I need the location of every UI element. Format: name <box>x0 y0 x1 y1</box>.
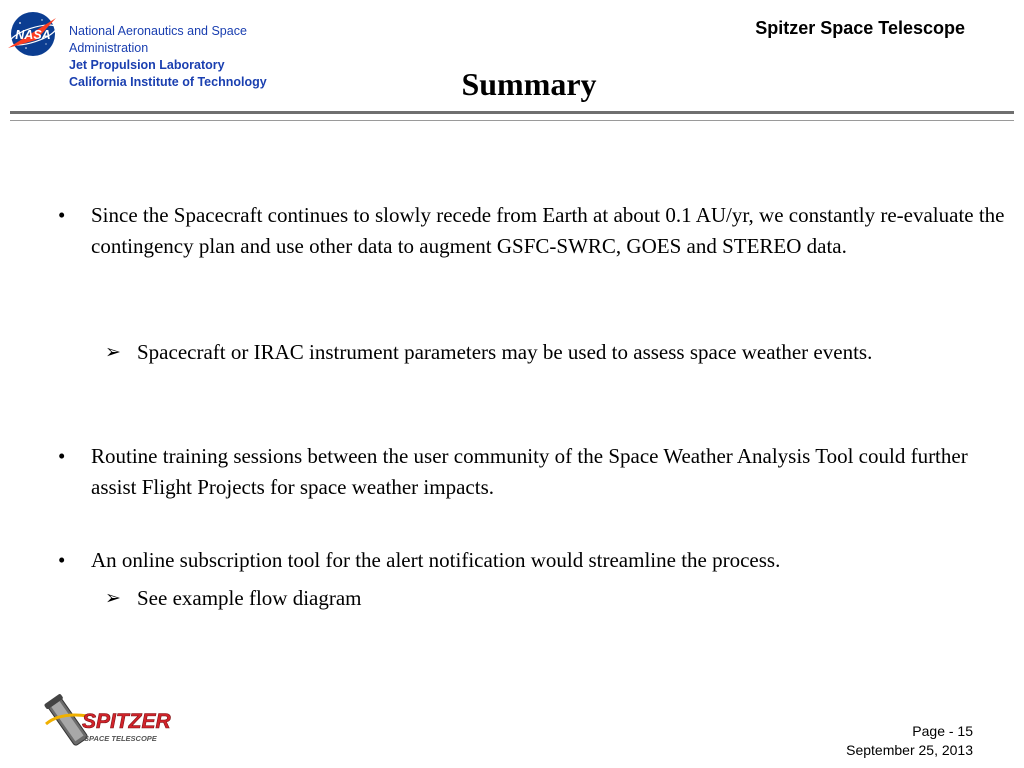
bullet-item <box>58 200 1011 262</box>
page-info <box>846 722 973 760</box>
bullet-marker: • <box>58 444 66 468</box>
bullet-text: An online subscription tool for the alert notification would streamline the process. <box>91 548 781 572</box>
bullet-text: Since the Spacecraft continues to slowly recede from Earth at about 0.1 AU/yr, we constantly re-evaluate the contingency plan and use other data to augment GSFC-SWRC, GOES and STEREO data. <box>91 203 1005 258</box>
presentation-date: September 25, 2013 <box>846 742 973 758</box>
page-number: Page - 15 <box>912 723 973 739</box>
sub-bullet-text: Spacecraft or IRAC instrument parameters may be used to assess space weather events. <box>137 340 873 364</box>
sub-bullet-text: See example flow diagram <box>137 586 362 610</box>
mission-name: Spitzer Space Telescope <box>755 18 965 38</box>
sub-bullet-item <box>105 337 977 368</box>
bullet-marker: • <box>58 203 66 227</box>
header-divider <box>10 111 1014 121</box>
spitzer-logo-text: SPITZER <box>82 710 171 733</box>
arrow-bullet-icon: ➢ <box>105 588 121 609</box>
lab-name-line1: Jet Propulsion Laboratory <box>69 58 225 72</box>
sub-bullet-item <box>105 583 977 614</box>
bullet-item <box>58 545 1011 576</box>
spitzer-logo <box>38 690 198 752</box>
bullet-text: Routine training sessions between the user community of the Space Weather Analysis Tool could further assist Flight Projects for space weather impacts. <box>91 444 968 499</box>
spitzer-logo-subtext: SPACE TELESCOPE <box>84 734 157 743</box>
nasa-logo <box>6 8 64 60</box>
lab-name-line2: California Institute of Technology <box>69 75 267 89</box>
org-name-line2: Administration <box>69 41 149 55</box>
arrow-bullet-icon: ➢ <box>105 342 121 363</box>
org-name-line1: National Aeronautics and Space <box>69 24 247 38</box>
bullet-marker: • <box>58 548 66 572</box>
slide-title: Summary <box>461 66 597 102</box>
bullet-item <box>58 441 1011 503</box>
nasa-logo-text: NASA <box>15 28 51 42</box>
